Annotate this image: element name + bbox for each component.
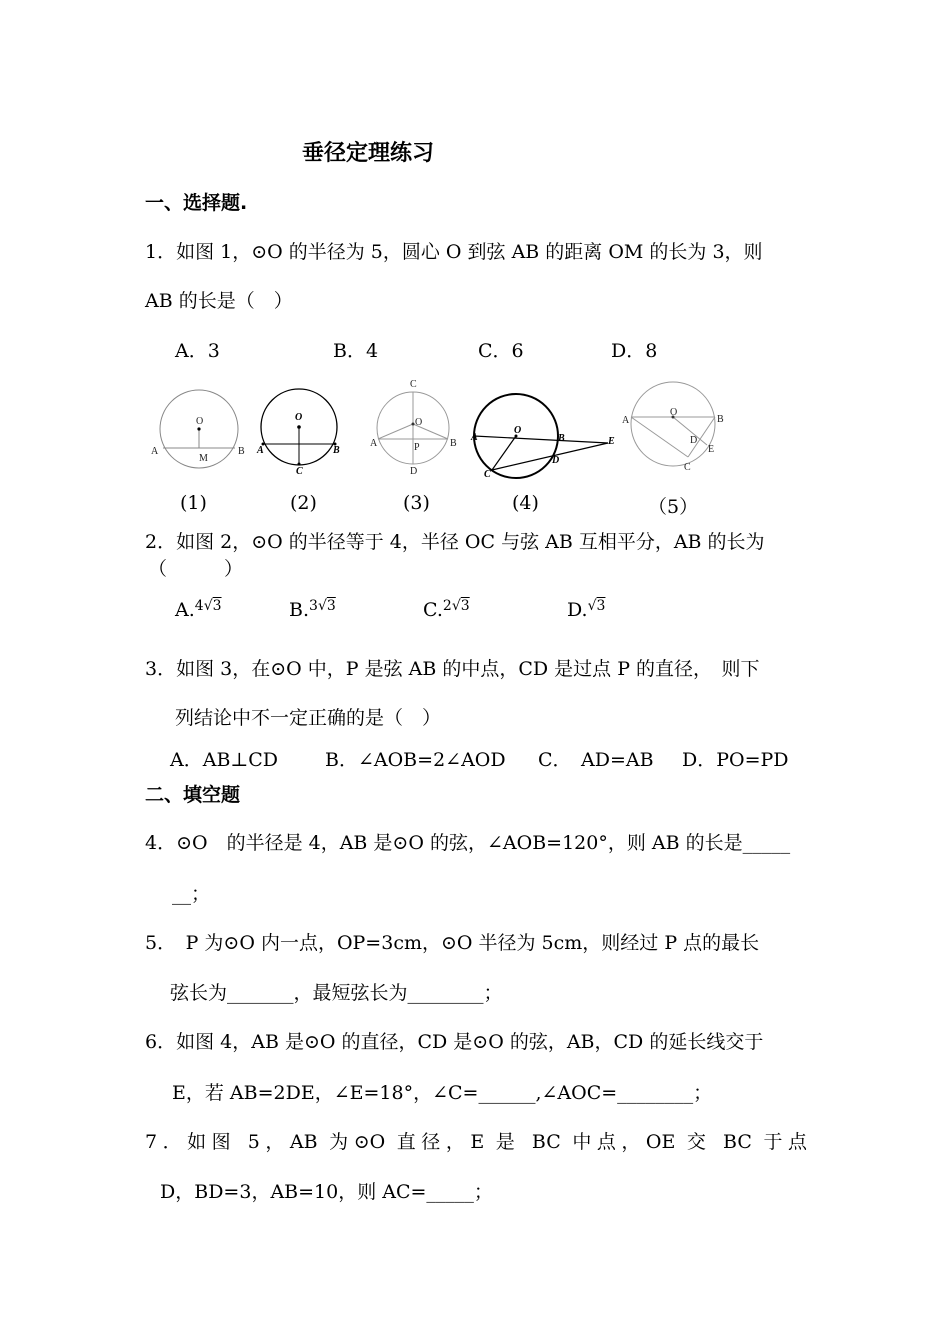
fig3-label-p: P xyxy=(414,442,420,453)
question-1-option-b: B．4 xyxy=(333,340,379,362)
fig4-label-a: A xyxy=(471,432,478,443)
fig4-label-e: E xyxy=(608,436,615,447)
fig5-label-e: E xyxy=(708,444,715,455)
fig5-label-a: A xyxy=(622,415,630,426)
figure-4-caption: (4) xyxy=(512,492,539,514)
question-1-option-d: D．8 xyxy=(611,340,658,362)
question-3-option-b: B．∠AOB=2∠AOD xyxy=(325,749,506,771)
question-7-line-2: D，BD=3，AB=10，则 AC=_____； xyxy=(160,1181,493,1203)
page-title: 垂径定理练习 xyxy=(302,141,435,166)
question-1-line-2: AB 的长是（ ） xyxy=(145,290,293,312)
question-2-line-2: （ ） xyxy=(148,558,244,580)
figure-5-caption: （5） xyxy=(648,496,699,518)
question-2-option-a: A.$^{4√3}$ xyxy=(175,598,222,621)
fig4-label-o: O xyxy=(514,425,522,436)
fig2-label-o: O xyxy=(295,412,303,423)
fig1-label-m: M xyxy=(199,453,208,464)
question-3-option-a: A．AB⊥CD xyxy=(170,749,279,771)
fig1-label-b: B xyxy=(238,446,245,457)
question-3-option-c: C． AD=AB xyxy=(538,749,654,771)
fig3-label-c: C xyxy=(410,379,417,390)
question-2-line-1: 2．如图 2，⊙O 的半径等于 4，半径 OC 与弦 AB 互相平分，AB 的长为 xyxy=(145,531,765,553)
fig4-label-c: C xyxy=(484,469,491,480)
question-1-option-c: C．6 xyxy=(478,340,524,362)
question-2-option-d: D.$^{√3}$ xyxy=(567,598,606,621)
question-1-line-1: 1．如图 1，⊙O 的半径为 5，圆心 O 到弦 AB 的距离 OM 的长为 3，则 xyxy=(145,241,763,263)
question-6-line-2: E，若 AB=2DE，∠E=18°，∠C=______,∠AOC=________； xyxy=(172,1082,713,1104)
fig5-label-d: D xyxy=(690,435,698,446)
question-2-option-c: C.$^{2√3}$ xyxy=(423,598,470,621)
fig2-label-c: C xyxy=(296,466,303,475)
fig3-label-b: B xyxy=(450,438,457,449)
section-heading-fill: 二、填空题 xyxy=(145,784,241,806)
figure-1-caption: (1) xyxy=(180,492,207,514)
fig2-label-a: A xyxy=(257,445,264,456)
question-3-option-d: D．PO=PD xyxy=(682,749,789,771)
fig4-label-d: D xyxy=(552,455,560,466)
fig5-label-o: O xyxy=(670,407,678,418)
question-6-line-1: 6．如图 4，AB 是⊙O 的直径，CD 是⊙O 的弦，AB，CD 的延长线交于 xyxy=(145,1031,764,1053)
fig1-label-o: O xyxy=(196,416,204,427)
figure-2-caption: (2) xyxy=(290,492,317,514)
question-4-line-2: __； xyxy=(172,883,211,905)
question-5-line-1: 5． P 为⊙O 内一点，OP=3cm，⊙O 半径为 5cm，则经过 P 点的最长 xyxy=(145,932,760,954)
question-3-line-1: 3．如图 3，在⊙O 中，P 是弦 AB 的中点，CD 是过点 P 的直径， 则下 xyxy=(145,658,760,680)
figure-5 xyxy=(620,378,730,478)
question-7-line-1: 7．如图 5，AB 为⊙O 直径，E 是 BC 中点，OE 交 BC 于点 xyxy=(145,1131,807,1153)
figure-4 xyxy=(468,388,623,483)
question-4-line-1: 4．⊙O 的半径是 4，AB 是⊙O 的弦，∠AOB=120°，则 AB 的长是_____ xyxy=(145,832,791,854)
fig2-label-b: B xyxy=(333,445,340,456)
fig1-label-a: A xyxy=(151,446,159,457)
question-3-line-2: 列结论中不一定正确的是（ ） xyxy=(175,707,442,729)
figure-3 xyxy=(370,376,460,476)
section-heading-choice: 一、选择题. xyxy=(145,192,248,214)
figure-3-caption: (3) xyxy=(403,492,430,514)
figure-2 xyxy=(255,380,350,475)
question-2-option-b: B.$^{3√3}$ xyxy=(289,598,336,621)
fig5-label-c: C xyxy=(684,462,691,473)
fig3-label-d: D xyxy=(410,466,418,476)
fig4-label-b: B xyxy=(558,433,565,444)
question-1-option-a: A．3 xyxy=(175,340,220,362)
fig3-label-o: O xyxy=(415,417,423,428)
fig5-label-b: B xyxy=(717,414,724,425)
figure-1 xyxy=(150,385,250,470)
question-5-line-2: 弦长为_______，最短弦长为________； xyxy=(170,982,503,1004)
fig3-label-a: A xyxy=(370,438,378,449)
